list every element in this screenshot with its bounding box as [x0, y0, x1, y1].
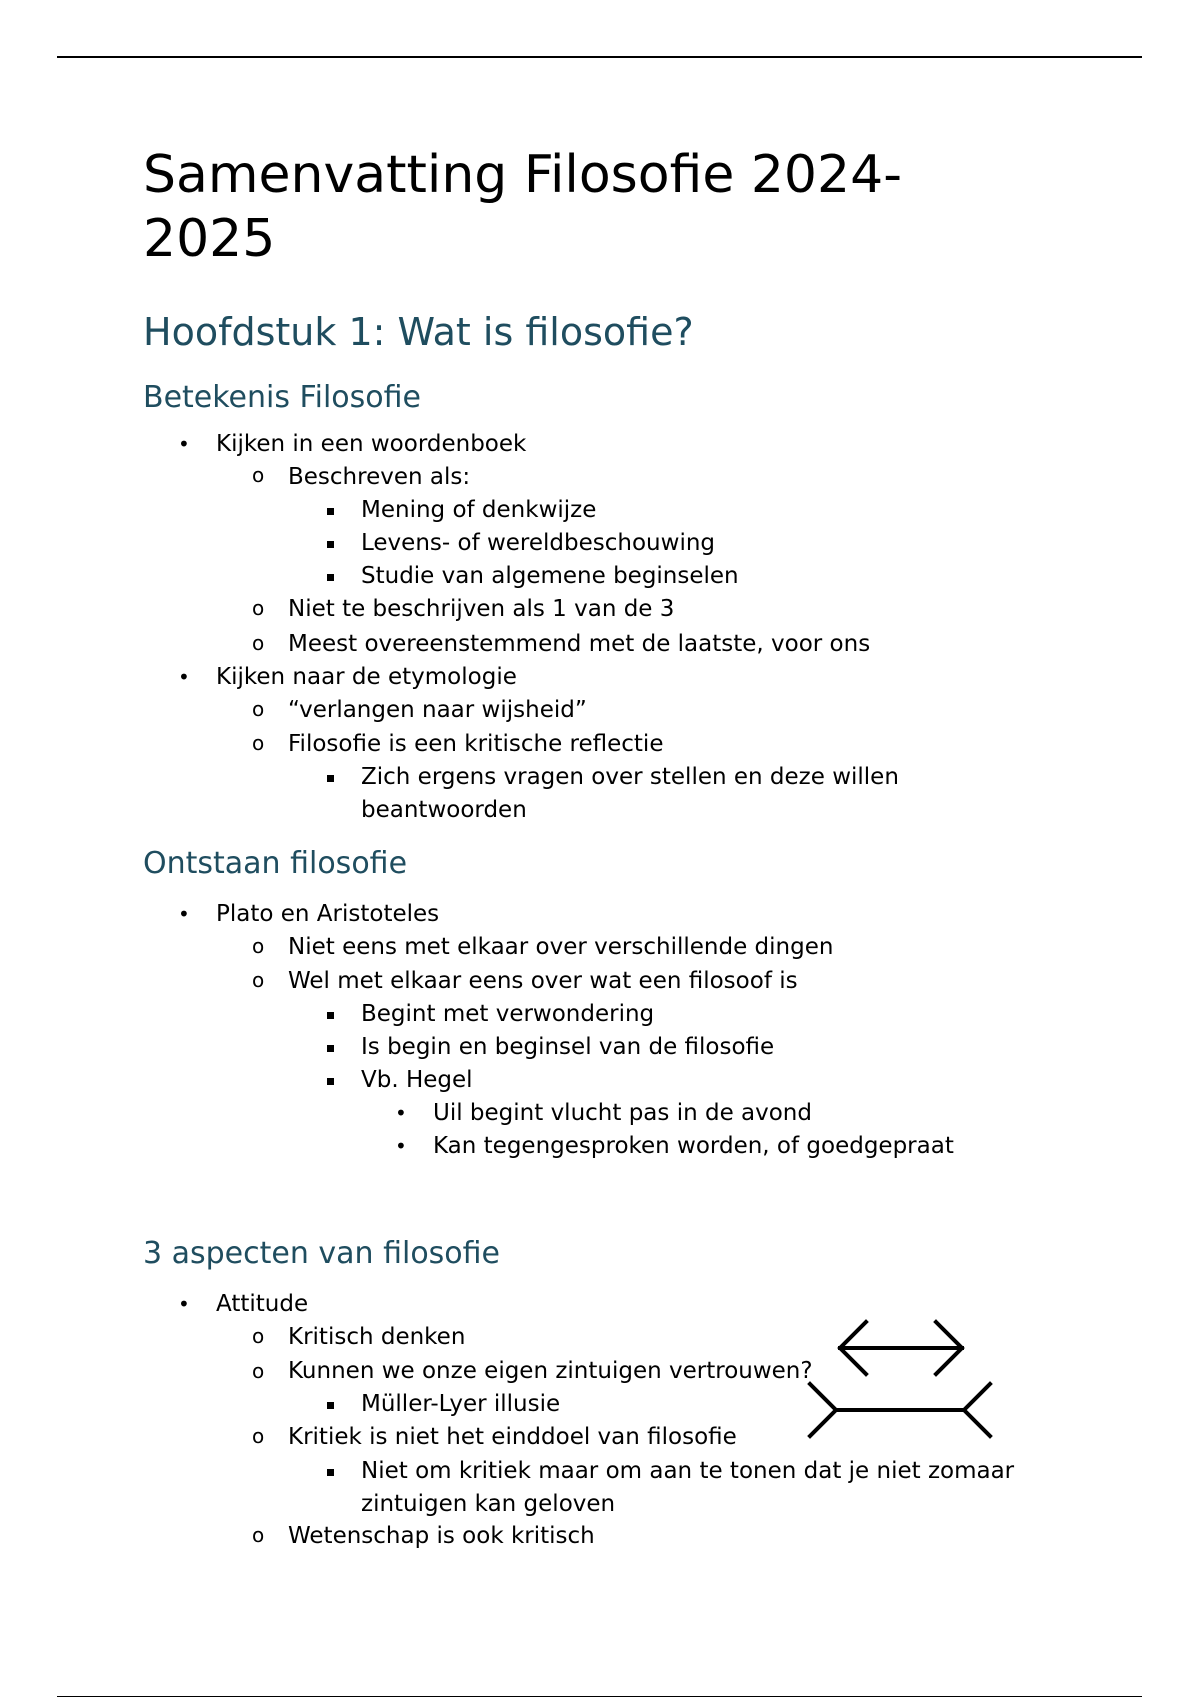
list-item: Kijken naar de etymologie — [216, 664, 517, 690]
list-item: Zich ergens vragen over stellen en deze willen — [361, 764, 899, 790]
list-item: Plato en Aristoteles — [216, 901, 440, 927]
circle-bullet-icon: o — [252, 596, 265, 620]
list-item: Müller-Lyer illusie — [361, 1391, 561, 1417]
circle-bullet-icon: o — [252, 731, 265, 755]
bullet-icon: • — [178, 902, 190, 926]
document-title-line2: 2025 — [143, 209, 276, 269]
list-item: Wetenschap is ook kritisch — [288, 1523, 595, 1549]
bullet-icon: • — [178, 1292, 190, 1316]
section-heading: 3 aspecten van filosofie — [143, 1236, 501, 1271]
section-heading: Betekenis Filosofie — [143, 380, 421, 415]
list-item: Kritiek is niet het einddoel van filosofie — [288, 1424, 737, 1450]
circle-bullet-icon: o — [252, 463, 265, 487]
square-bullet-icon — [327, 1402, 334, 1409]
list-item: Filosofie is een kritische reflectie — [288, 731, 664, 757]
list-item: Is begin en beginsel van de filosofie — [361, 1034, 775, 1060]
document-title: Samenvatting Filosofie 2024- — [143, 145, 902, 205]
list-item: Mening of denkwijze — [361, 497, 597, 523]
list-item: Levens- of wereldbeschouwing — [361, 530, 716, 556]
square-bullet-icon — [327, 1012, 334, 1019]
square-bullet-icon — [327, 508, 334, 515]
list-item: Kijken in een woordenboek — [216, 431, 527, 457]
muller-lyer-illusion-icon — [800, 1312, 1000, 1452]
bullet-icon: • — [395, 1134, 407, 1158]
section-heading: Ontstaan filosofie — [143, 846, 408, 881]
bullet-icon: • — [178, 665, 190, 689]
list-item: Begint met verwondering — [361, 1001, 655, 1027]
square-bullet-icon — [327, 1469, 334, 1476]
list-item: Niet eens met elkaar over verschillende dingen — [288, 934, 834, 960]
square-bullet-icon — [327, 1045, 334, 1052]
square-bullet-icon — [327, 541, 334, 548]
circle-bullet-icon: o — [252, 1424, 265, 1448]
square-bullet-icon — [327, 1078, 334, 1085]
circle-bullet-icon: o — [252, 1523, 265, 1547]
list-item: “verlangen naar wijsheid” — [288, 697, 587, 723]
page-top-rule — [57, 56, 1142, 58]
list-item: Uil begint vlucht pas in de avond — [433, 1100, 812, 1126]
circle-bullet-icon: o — [252, 968, 265, 992]
page-bottom-rule — [57, 1696, 1142, 1697]
list-item: Meest overeenstemmend met de laatste, voor ons — [288, 631, 871, 657]
list-item: Attitude — [216, 1291, 309, 1317]
bullet-icon: • — [178, 432, 190, 456]
circle-bullet-icon: o — [252, 1324, 265, 1348]
list-item: Kunnen we onze eigen zintuigen vertrouwen? — [288, 1358, 813, 1384]
square-bullet-icon — [327, 775, 334, 782]
chapter-heading: Hoofdstuk 1: Wat is filosofie? — [143, 310, 694, 354]
circle-bullet-icon: o — [252, 1359, 265, 1383]
list-item: Studie van algemene beginselen — [361, 563, 739, 589]
circle-bullet-icon: o — [252, 697, 265, 721]
circle-bullet-icon: o — [252, 631, 265, 655]
bullet-icon: • — [395, 1101, 407, 1125]
list-item: Beschreven als: — [288, 464, 471, 490]
list-item: Kritisch denken — [288, 1324, 466, 1350]
list-item: Kan tegengesproken worden, of goedgepraat — [433, 1133, 954, 1159]
list-item: Niet om kritiek maar om aan te tonen dat je niet zomaar — [361, 1458, 1015, 1484]
list-item: Vb. Hegel — [361, 1067, 473, 1093]
list-item-continuation: beantwoorden — [361, 797, 527, 823]
list-item-continuation: zintuigen kan geloven — [361, 1491, 616, 1517]
list-item: Wel met elkaar eens over wat een filosoof is — [288, 968, 798, 994]
circle-bullet-icon: o — [252, 934, 265, 958]
list-item: Niet te beschrijven als 1 van de 3 — [288, 596, 675, 622]
square-bullet-icon — [327, 574, 334, 581]
